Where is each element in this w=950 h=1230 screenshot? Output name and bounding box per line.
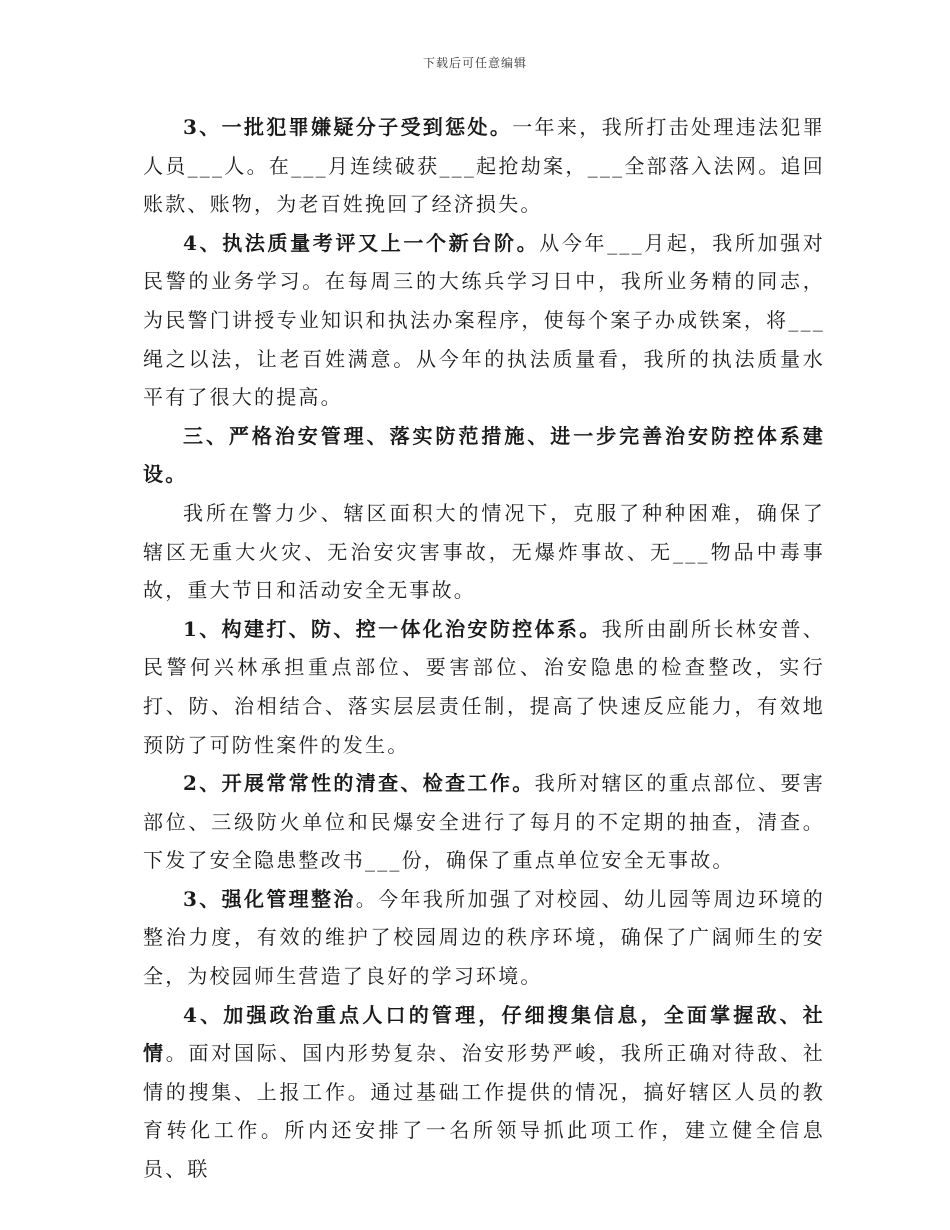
paragraph — [143, 996, 825, 1189]
page-header: 下载后可任意编辑 — [422, 56, 527, 70]
paragraph-text: 我所由副所长林安普、民警何兴林承担重点部位、要害部位、治安隐患的检查整改，实行打、防、治相结合、落实层层责任制，提高了快速反应能力，有效地预防了可防性案件的发生。 — [143, 616, 826, 757]
paragraph — [143, 224, 825, 417]
paragraph — [143, 880, 825, 996]
paragraph-lead: 4、加强政治重点人口的管理，仔细搜集信息，全面掌握敌、社情 — [143, 1002, 825, 1066]
paragraph — [143, 610, 825, 764]
paragraph-text: 。今年我所加强了对校园、幼儿园等周边环境的整治力度，有效的维护了校园周边的秩序环境，确保了广阔师生的安全，为校园师生营造了良好的学习环境。 — [143, 886, 825, 989]
paragraph-text: 我所在警力少、辖区面积大的情况下，克服了种种困难，确保了辖区无重大火灾、无治安灾害事故，无爆炸事故、无___物品中毒事故，重大节日和活动安全无事故。 — [143, 500, 825, 603]
paragraph-text: 我所对辖区的重点部位、要害部位、三级防火单位和民爆安全进行了每月的不定期的抽查，清查。下发了安全隐患整改书___份，确保了重点单位安全无事故。 — [143, 771, 825, 873]
paragraph — [143, 494, 825, 610]
paragraph-lead: 3、强化管理整治 — [183, 886, 356, 911]
section-heading: 三、严格治安管理、落实防范措施、进一步完善治安防控体系建设。 — [143, 423, 825, 487]
document-body — [143, 108, 825, 1189]
paragraph-lead: 4、执法质量考评又上一个新台阶。 — [183, 230, 540, 255]
paragraph-text: 。面对国际、国内形势复杂、治安形势严峻，我所正确对待敌、社情的搜集、上报工作。通过基础工作提供的情况，搞好辖区人员的教育转化工作。所内还安排了一名所领导抓此项工作，建立健全信息员、联 — [143, 1041, 825, 1182]
paragraph — [143, 108, 825, 224]
paragraph-text: 一年来，我所打击处理违法犯罪人员___人。在___月连续破获___起抢劫案，___全部落入法网。追回账款、账物，为老百姓挽回了经济损失。 — [143, 115, 825, 217]
paragraph-lead: 3、一批犯罪嫌疑分子受到惩处。 — [183, 115, 513, 139]
paragraph-lead: 1、构建打、防、控一体化治安防控体系。 — [183, 616, 602, 641]
paragraph — [143, 764, 825, 880]
paragraph-lead: 2、开展常常性的清查、检查工作。 — [183, 771, 535, 796]
paragraph-text: 从今年___月起，我所加强对民警的业务学习。在每周三的大练兵学习日中，我所业务精的同志，为民警门讲授专业知识和执法办案程序，使每个案子办成铁案，将___绳之以法，让老百姓满意。从今年的执法质量看，我所的执法质量水平有了很大的提高。 — [143, 230, 825, 410]
